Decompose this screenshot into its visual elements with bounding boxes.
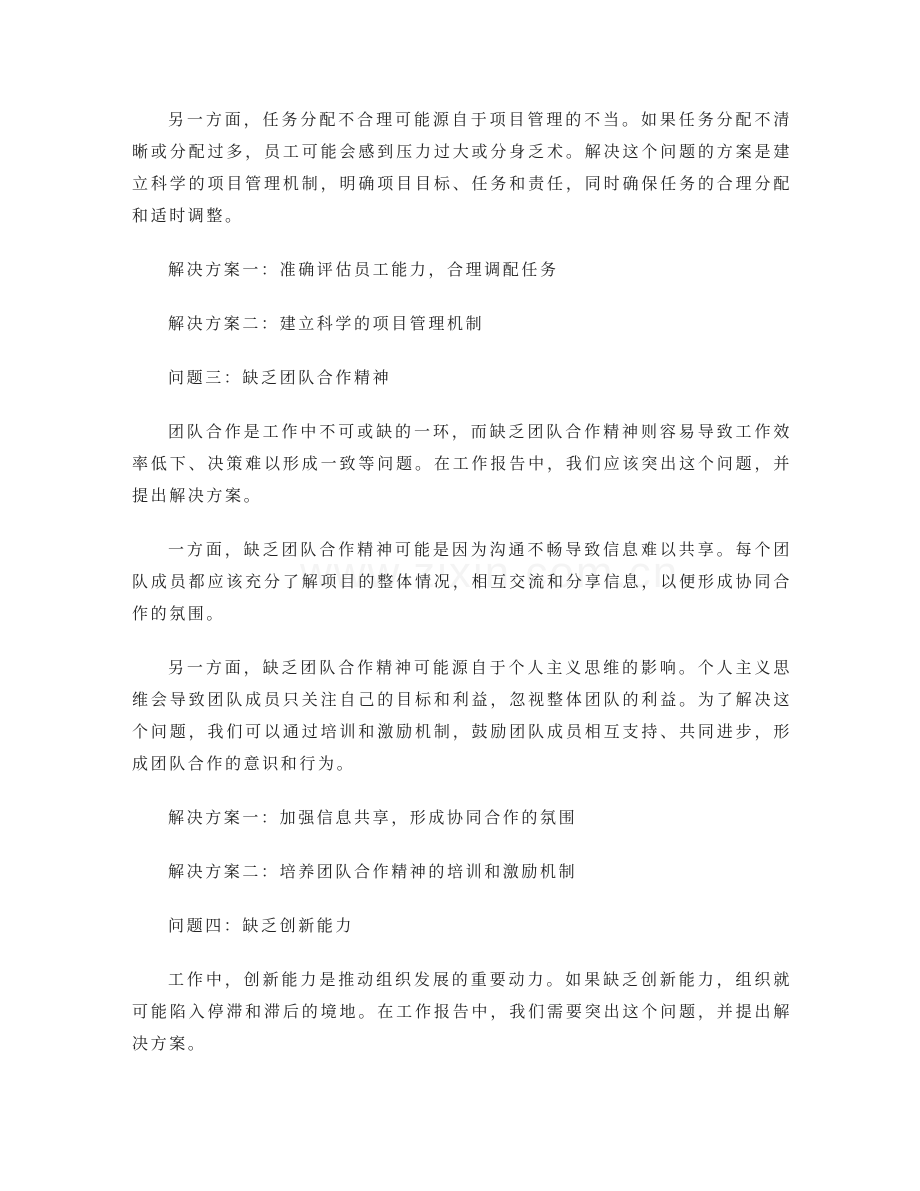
solution-1-heading-teamwork: 解决方案一：加强信息共享，形成协同合作的氛围 <box>168 808 578 827</box>
paragraph-innovation: 工作中，创新能力是推动组织发展的重要动力。如果缺乏创新能力，组织就可能陷入停滞和滞后的境地。在工作报告中，我们需要突出这个问题，并提出解决方案。 <box>132 970 792 1053</box>
paragraph-individualism: 另一方面，缺乏团队合作精神可能源自于个人主义思维的影响。个人主义思维会导致团队成员只关注自己的目标和利益，忽视整体团队的利益。为了解决这个问题，我们可以通过培训和激励机制，鼓励团队成员相互支持、共同进步，形成团队合作的意识和行为。 <box>132 658 792 773</box>
paragraph-communication: 一方面，缺乏团队合作精神可能是因为沟通不畅导致信息难以共享。每个团队成员都应该充分了解项目的整体情况，相互交流和分享信息，以便形成协同合作的氛围。 <box>132 540 792 623</box>
solution-2-heading: 解决方案二：建立科学的项目管理机制 <box>168 314 485 333</box>
paragraph-task-allocation: 另一方面，任务分配不合理可能源自于项目管理的不当。如果任务分配不清晰或分配过多，员工可能会感到压力过大或分身乏术。解决这个问题的方案是建立科学的项目管理机制，明确项目目标、任务和责任，同时确保任务的合理分配和适时调整。 <box>132 110 792 225</box>
problem-3-heading: 问题三：缺乏团队合作精神 <box>168 368 392 387</box>
problem-4-heading: 问题四：缺乏创新能力 <box>168 916 355 935</box>
document-body <box>132 104 792 1082</box>
solution-2-heading-teamwork: 解决方案二：培养团队合作精神的培训和激励机制 <box>168 862 578 881</box>
paragraph-teamwork-intro: 团队合作是工作中不可或缺的一环，而缺乏团队合作精神则容易导致工作效率低下、决策难以形成一致等问题。在工作报告中，我们应该突出这个问题，并提出解决方案。 <box>132 422 792 505</box>
solution-1-heading: 解决方案一：准确评估员工能力，合理调配任务 <box>168 260 559 279</box>
